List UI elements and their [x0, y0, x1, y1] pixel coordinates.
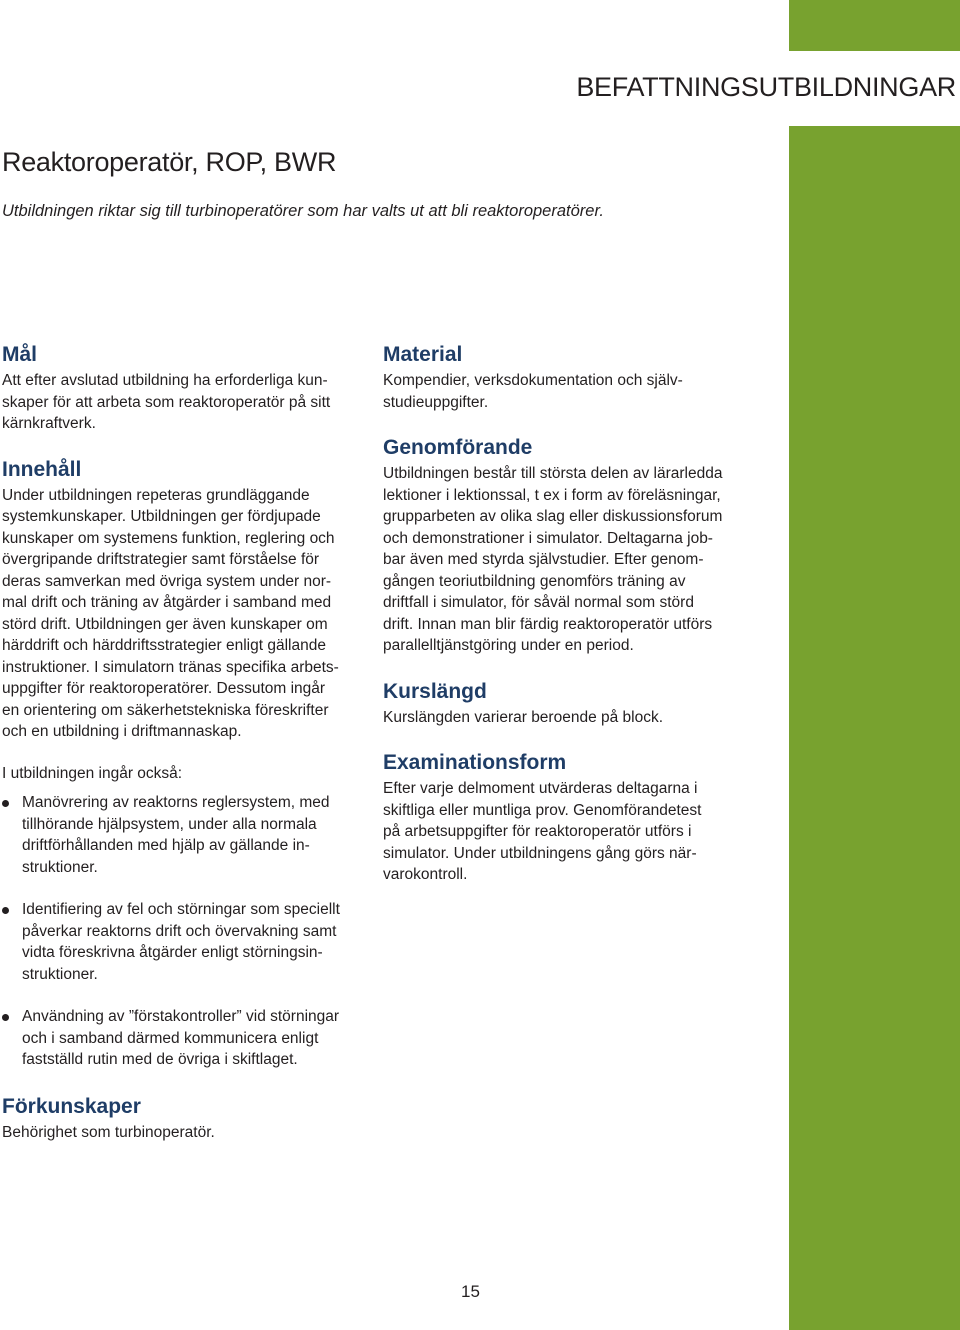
green-side-bar [789, 126, 960, 1330]
text-line: störd drift. Utbildningen ger även kunskaper om [2, 615, 328, 633]
text-line: Efter varje delmoment utvärderas deltagarna i [383, 780, 698, 797]
text-line: struktioner. [22, 858, 98, 876]
text-line: drift. Innan man blir färdig reaktoroperatör utförs [383, 615, 713, 633]
paragraph-genomforande [383, 463, 753, 657]
text-line: och en utbildning i driftmannaskap. [2, 723, 242, 740]
text-line: driftförhållanden med hjälp av gällande in- [22, 837, 310, 854]
text-line: Att efter avslutad utbildning ha erforderliga kun- [2, 372, 328, 389]
bullet-icon [2, 907, 9, 914]
text-line: och i samband därmed kommunicera enligt [22, 1029, 319, 1047]
bullet-icon [2, 800, 9, 807]
right-column [383, 340, 753, 886]
bullet-list [2, 792, 357, 1071]
paragraph-innehall [2, 485, 357, 743]
paragraph-kurslangd [383, 707, 753, 729]
page-subtitle: Utbildningen riktar sig till turbinoperatörer som har valts ut att bli reaktoroperatörer. [2, 202, 604, 220]
section-tag: BEFATTNINGSUTBILDNINGAR [576, 72, 956, 102]
list-item [2, 792, 357, 878]
text-line: Kompendier, verksdokumentation och själv- [383, 372, 683, 389]
section-kurslangd [383, 677, 753, 729]
page-title: Reaktoroperatör, ROP, BWR [2, 147, 337, 177]
list-item [2, 1006, 357, 1071]
section-forkunskaper [2, 1092, 357, 1144]
text-line: påverkar reaktorns drift och övervakning samt [22, 922, 337, 940]
text-line: parallelltjänstgöring under en period. [383, 637, 634, 654]
text-line: Kurslängden varierar beroende på block. [383, 708, 664, 726]
section-material [383, 340, 753, 413]
text-line: lektioner i lektionssal, t ex i form av föreläsningar, [383, 486, 721, 504]
section-genomforande [383, 433, 753, 657]
section-examinationsform [383, 748, 753, 886]
paragraph-mal [2, 370, 357, 435]
text-line: skaper för att arbeta som reaktoroperatör på sitt [2, 393, 331, 411]
text-line: tillhörande hjälpsystem, under alla normala [22, 815, 317, 833]
bullet-icon [2, 1014, 9, 1021]
text-line: på arbetsuppgifter för reaktoroperatör utförs i [383, 823, 692, 840]
text-line: uppgifter för reaktoroperatörer. Dessutom ingår [2, 680, 326, 697]
text-line: systemkunskaper. Utbildningen ger fördjupade [2, 508, 321, 525]
paragraph-forkunskaper [2, 1122, 357, 1144]
list-intro: I utbildningen ingår också: [2, 764, 183, 782]
paragraph-examinationsform [383, 778, 753, 886]
section-heading-forkunskaper: Förkunskaper [2, 1094, 141, 1118]
text-line: övergripande driftstrategier samt förståelse för [2, 551, 320, 568]
text-line: deras samverkan med övriga system under nor- [2, 572, 332, 590]
text-line: struktioner. [22, 965, 98, 983]
section-heading-mal: Mål [2, 343, 38, 366]
page-number: 15 [461, 1282, 480, 1301]
section-heading-material: Material [383, 343, 463, 366]
text-line: instruktioner. I simulatorn tränas specifika arbets- [2, 658, 339, 676]
text-line: bar även med styrda självstudier. Efter genom- [383, 551, 704, 568]
text-line: studieuppgifter. [383, 393, 489, 411]
text-line: fastställd rutin med de övriga i skiftlaget. [22, 1051, 298, 1068]
left-column [2, 340, 357, 1143]
text-line: varokontroll. [383, 866, 468, 883]
section-mal [2, 340, 357, 435]
paragraph-material [383, 370, 753, 413]
text-line: vidta föreskrivna åtgärder enligt störningsin- [22, 944, 323, 961]
text-line: Under utbildningen repeteras grundläggande [2, 486, 310, 504]
section-innehall [2, 455, 357, 743]
text-line: Utbildningen består till största delen av lärarledda [383, 465, 723, 482]
list-item [2, 899, 357, 985]
text-line: kunskaper om systemens funktion, reglering och [2, 529, 335, 547]
text-line: en orientering om säkerhetstekniska föreskrifter [2, 701, 329, 719]
text-line: och demonstrationer i simulator. Deltagarna job- [383, 529, 713, 547]
text-line: Manövrering av reaktorns reglersystem, med [22, 794, 330, 811]
text-line: Identifiering av fel och störningar som speciellt [22, 901, 340, 918]
section-ingar-ocksa [2, 763, 357, 1071]
text-line: härddrift och härddriftsstrategier enligt gällande [2, 637, 326, 654]
section-heading-genomforande: Genomförande [383, 436, 533, 459]
section-heading-examinationsform: Examinationsform [383, 751, 567, 774]
text-line: Användning av ”förstakontroller” vid störningar [22, 1008, 340, 1025]
text-line: gången teoriutbildning genomförs träning av [383, 572, 686, 590]
text-line: skiftliga eller muntliga prov. Genomförandetest [383, 801, 702, 819]
text-line: driftfall i simulator, för såväl normal som störd [383, 594, 694, 611]
text-line: mal drift och träning av åtgärder i samband med [2, 594, 332, 611]
section-heading-kurslangd: Kurslängd [383, 679, 487, 703]
text-line: grupparbeten av olika slag eller diskussionsforum [383, 508, 723, 525]
text-line: kärnkraftverk. [2, 415, 96, 432]
text-line: simulator. Under utbildningens gång görs när- [383, 844, 697, 862]
text-line: Behörighet som turbinoperatör. [2, 1123, 215, 1141]
green-corner-tab [789, 0, 960, 51]
section-heading-innehall: Innehåll [2, 457, 82, 481]
